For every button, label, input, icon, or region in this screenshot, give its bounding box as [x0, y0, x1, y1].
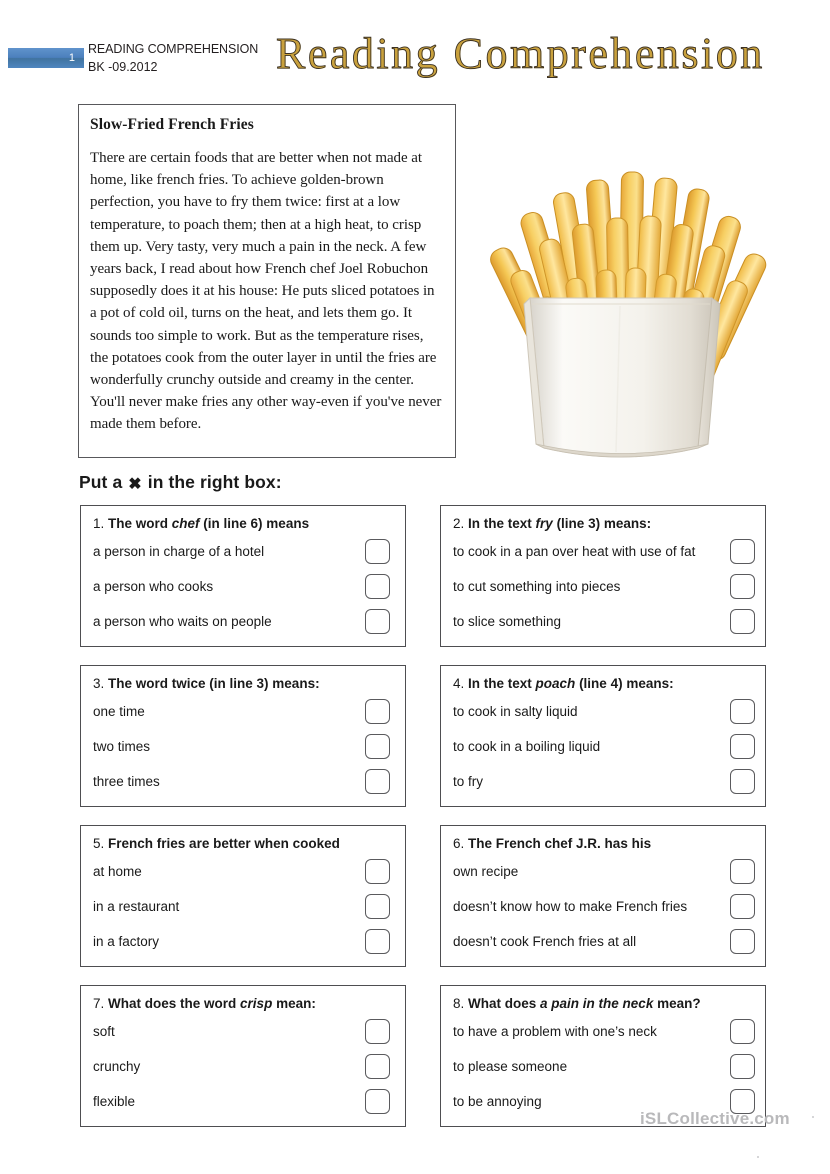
answer-option-label: two times — [93, 738, 151, 754]
answer-checkbox[interactable] — [365, 929, 390, 954]
checkbox-cell — [723, 929, 753, 954]
checkbox-cell — [353, 574, 393, 599]
question-box-6 — [440, 825, 766, 967]
french-fries-image — [462, 92, 780, 472]
instruction-suffix: in the right box: — [147, 472, 282, 492]
question-prompt-part: mean? — [653, 996, 701, 1011]
answer-option-label: own recipe — [453, 863, 519, 879]
question-prompt-part: What does — [468, 996, 541, 1011]
answer-option-label: to be annoying — [453, 1093, 542, 1109]
answer-option[interactable] — [453, 694, 753, 729]
question-number: 7. — [93, 996, 105, 1011]
checkbox-cell — [353, 1089, 393, 1114]
answer-checkbox[interactable] — [365, 609, 390, 634]
answer-option[interactable] — [453, 604, 753, 639]
answer-option[interactable] — [93, 604, 393, 639]
checkbox-cell — [353, 1054, 393, 1079]
checkbox-cell — [723, 699, 753, 724]
speck-dot — [812, 1116, 814, 1118]
worksheet-category-label: READING COMPREHENSION — [88, 42, 259, 56]
question-prompt-part: The word twice (in line 3) means: — [108, 676, 320, 691]
question-row — [80, 505, 770, 647]
question-prompt — [453, 516, 753, 532]
answer-option[interactable] — [453, 729, 753, 764]
question-number: 8. — [453, 996, 465, 1011]
answer-option[interactable] — [453, 1084, 753, 1119]
answer-checkbox[interactable] — [730, 574, 755, 599]
answer-option[interactable] — [453, 1049, 753, 1084]
answer-option-label: one time — [93, 703, 145, 719]
answer-checkbox[interactable] — [365, 1054, 390, 1079]
question-box-8 — [440, 985, 766, 1127]
answer-checkbox[interactable] — [730, 734, 755, 759]
answer-checkbox[interactable] — [365, 699, 390, 724]
question-prompt-part: The word — [108, 516, 172, 531]
answer-option[interactable] — [93, 1049, 393, 1084]
question-box-3 — [80, 665, 406, 807]
answer-checkbox[interactable] — [365, 574, 390, 599]
answer-option[interactable] — [93, 764, 393, 799]
answer-option-label: doesn’t cook French fries at all — [453, 933, 637, 949]
question-row — [80, 665, 770, 807]
answer-option[interactable] — [93, 1014, 393, 1049]
passage-title: Slow-Fried French Fries — [90, 116, 254, 133]
question-number: 2. — [453, 516, 465, 531]
answer-option-label: to cook in a boiling liquid — [453, 738, 601, 754]
question-box-4 — [440, 665, 766, 807]
checkbox-cell — [353, 699, 393, 724]
question-prompt — [453, 836, 753, 852]
answer-option[interactable] — [93, 729, 393, 764]
answer-option-label: in a restaurant — [93, 898, 180, 914]
answer-option[interactable] — [453, 534, 753, 569]
question-number: 5. — [93, 836, 105, 851]
answer-option[interactable] — [93, 694, 393, 729]
answer-option[interactable] — [93, 854, 393, 889]
answer-option-label: flexible — [93, 1093, 136, 1109]
answer-option[interactable] — [93, 889, 393, 924]
x-mark-icon: ✖ — [128, 476, 142, 493]
answer-option-label: at home — [93, 863, 142, 879]
reading-passage-box — [78, 104, 456, 458]
checkbox-cell — [353, 859, 393, 884]
answer-option[interactable] — [93, 569, 393, 604]
header-meta-block — [88, 40, 278, 76]
question-prompt-part: (line 4) means: — [575, 676, 674, 691]
question-prompt-part: French fries are better when cooked — [108, 836, 340, 851]
checkbox-cell — [353, 769, 393, 794]
answer-checkbox[interactable] — [730, 1019, 755, 1044]
question-prompt-part: poach — [535, 676, 576, 691]
checkbox-cell — [723, 859, 753, 884]
question-prompt — [453, 676, 753, 692]
answer-option[interactable] — [453, 1014, 753, 1049]
question-prompt-part: The French chef J.R. has his — [468, 836, 652, 851]
question-prompt-part: mean: — [272, 996, 316, 1011]
answer-checkbox[interactable] — [365, 1019, 390, 1044]
checkbox-cell — [353, 894, 393, 919]
question-box-7 — [80, 985, 406, 1127]
checkbox-cell — [723, 894, 753, 919]
answer-checkbox[interactable] — [730, 859, 755, 884]
answer-option-label: to cook in salty liquid — [453, 703, 578, 719]
answer-checkbox[interactable] — [730, 609, 755, 634]
speck-dot — [757, 1156, 759, 1158]
page-title: Reading Comprehension — [276, 29, 765, 78]
answer-option-label: a person in charge of a hotel — [93, 543, 265, 559]
answer-option-label: a person who cooks — [93, 578, 214, 594]
answer-option-label: crunchy — [93, 1058, 141, 1074]
question-prompt-part: In the text — [468, 516, 536, 531]
answer-option-label: three times — [93, 773, 160, 789]
instruction-prefix: Put a — [79, 472, 123, 492]
question-box-5 — [80, 825, 406, 967]
answer-checkbox[interactable] — [730, 894, 755, 919]
answer-option[interactable] — [93, 924, 393, 959]
question-prompt-part: (line 3) means: — [552, 516, 652, 531]
checkbox-cell — [723, 609, 753, 634]
question-prompt — [93, 676, 393, 692]
question-prompt-part: In the text — [468, 676, 536, 691]
answer-option[interactable] — [453, 889, 753, 924]
answer-checkbox[interactable] — [365, 734, 390, 759]
question-number: 4. — [453, 676, 465, 691]
answer-checkbox[interactable] — [365, 894, 390, 919]
answer-option-label: to cook in a pan over heat with use of fat — [453, 543, 696, 559]
question-prompt — [93, 996, 393, 1012]
instruction-line — [79, 472, 282, 494]
answer-option-label: doesn’t know how to make French fries — [453, 898, 688, 914]
answer-option[interactable] — [453, 764, 753, 799]
watermark: iSLCollective.com — [640, 1109, 790, 1128]
question-number: 6. — [453, 836, 465, 851]
answer-option[interactable] — [93, 534, 393, 569]
answer-option[interactable] — [453, 854, 753, 889]
checkbox-cell — [353, 609, 393, 634]
answer-option[interactable] — [453, 569, 753, 604]
answer-checkbox[interactable] — [730, 539, 755, 564]
question-prompt-part: What does the word — [108, 996, 241, 1011]
answer-checkbox[interactable] — [365, 859, 390, 884]
answer-option-label: to have a problem with one’s neck — [453, 1023, 657, 1039]
answer-option-label: to slice something — [453, 613, 562, 629]
question-prompt — [93, 516, 393, 532]
checkbox-cell — [353, 539, 393, 564]
answer-option[interactable] — [453, 924, 753, 959]
answer-option-label: soft — [93, 1023, 115, 1039]
answer-checkbox[interactable] — [365, 769, 390, 794]
question-prompt-part: fry — [535, 516, 553, 531]
question-prompt — [93, 836, 393, 852]
passage-body-text: There are certain foods that are better when not made at home, like french fries. To achieve golden-brown perfection, you have to fry them twice: first at a low temperature, to poach them; then at a high heat, to crisp them up. Very tasty, very much a pain in the neck. A few years back, I read about how French chef Joel Robuchon supposedly does it at his house: He puts sliced potatoes in a pot of cold oil, turns on the heat, and lets them go. It sounds too simple to work. But as the temperature rises, the potatoes cook from the outer layer in until the fries are wonderfully crunchy outside and creamy in the center. You'll never make fries any other way-even if you've never made them before. — [90, 150, 442, 433]
answer-checkbox[interactable] — [730, 929, 755, 954]
question-prompt-part: crisp — [240, 996, 273, 1011]
checkbox-cell — [723, 574, 753, 599]
answer-option-label: a person who waits on people — [93, 613, 272, 629]
checkbox-cell — [723, 539, 753, 564]
answer-checkbox[interactable] — [730, 769, 755, 794]
checkbox-cell — [723, 1019, 753, 1044]
page-number-label: 1 — [68, 51, 75, 64]
checkbox-cell — [723, 1054, 753, 1079]
checkbox-cell — [723, 769, 753, 794]
worksheet-code-label: BK -09.2012 — [88, 60, 158, 75]
question-box-1 — [80, 505, 406, 647]
answer-checkbox[interactable] — [730, 1054, 755, 1079]
question-prompt-part: chef — [171, 516, 200, 531]
answer-checkbox[interactable] — [730, 699, 755, 724]
checkbox-cell — [353, 734, 393, 759]
checkbox-cell — [723, 734, 753, 759]
answer-option-label: to fry — [453, 773, 484, 789]
question-number: 1. — [93, 516, 105, 531]
answer-option-label: to cut something into pieces — [453, 578, 621, 594]
page-number-badge — [8, 48, 84, 68]
question-prompt-part: a pain in the neck — [540, 996, 654, 1011]
answer-option[interactable] — [93, 1084, 393, 1119]
question-row — [80, 985, 770, 1127]
answer-checkbox[interactable] — [730, 1089, 755, 1114]
question-prompt — [453, 996, 753, 1012]
question-box-2 — [440, 505, 766, 647]
checkbox-cell — [723, 1089, 753, 1114]
question-number: 3. — [93, 676, 105, 691]
checkbox-cell — [353, 929, 393, 954]
questions-grid — [80, 505, 770, 1145]
question-prompt-part: (in line 6) means — [199, 516, 310, 531]
page-header — [0, 0, 830, 96]
answer-checkbox[interactable] — [365, 539, 390, 564]
question-row — [80, 825, 770, 967]
answer-option-label: in a factory — [93, 933, 160, 949]
checkbox-cell — [353, 1019, 393, 1044]
answer-option-label: to please someone — [453, 1058, 568, 1074]
answer-checkbox[interactable] — [365, 1089, 390, 1114]
